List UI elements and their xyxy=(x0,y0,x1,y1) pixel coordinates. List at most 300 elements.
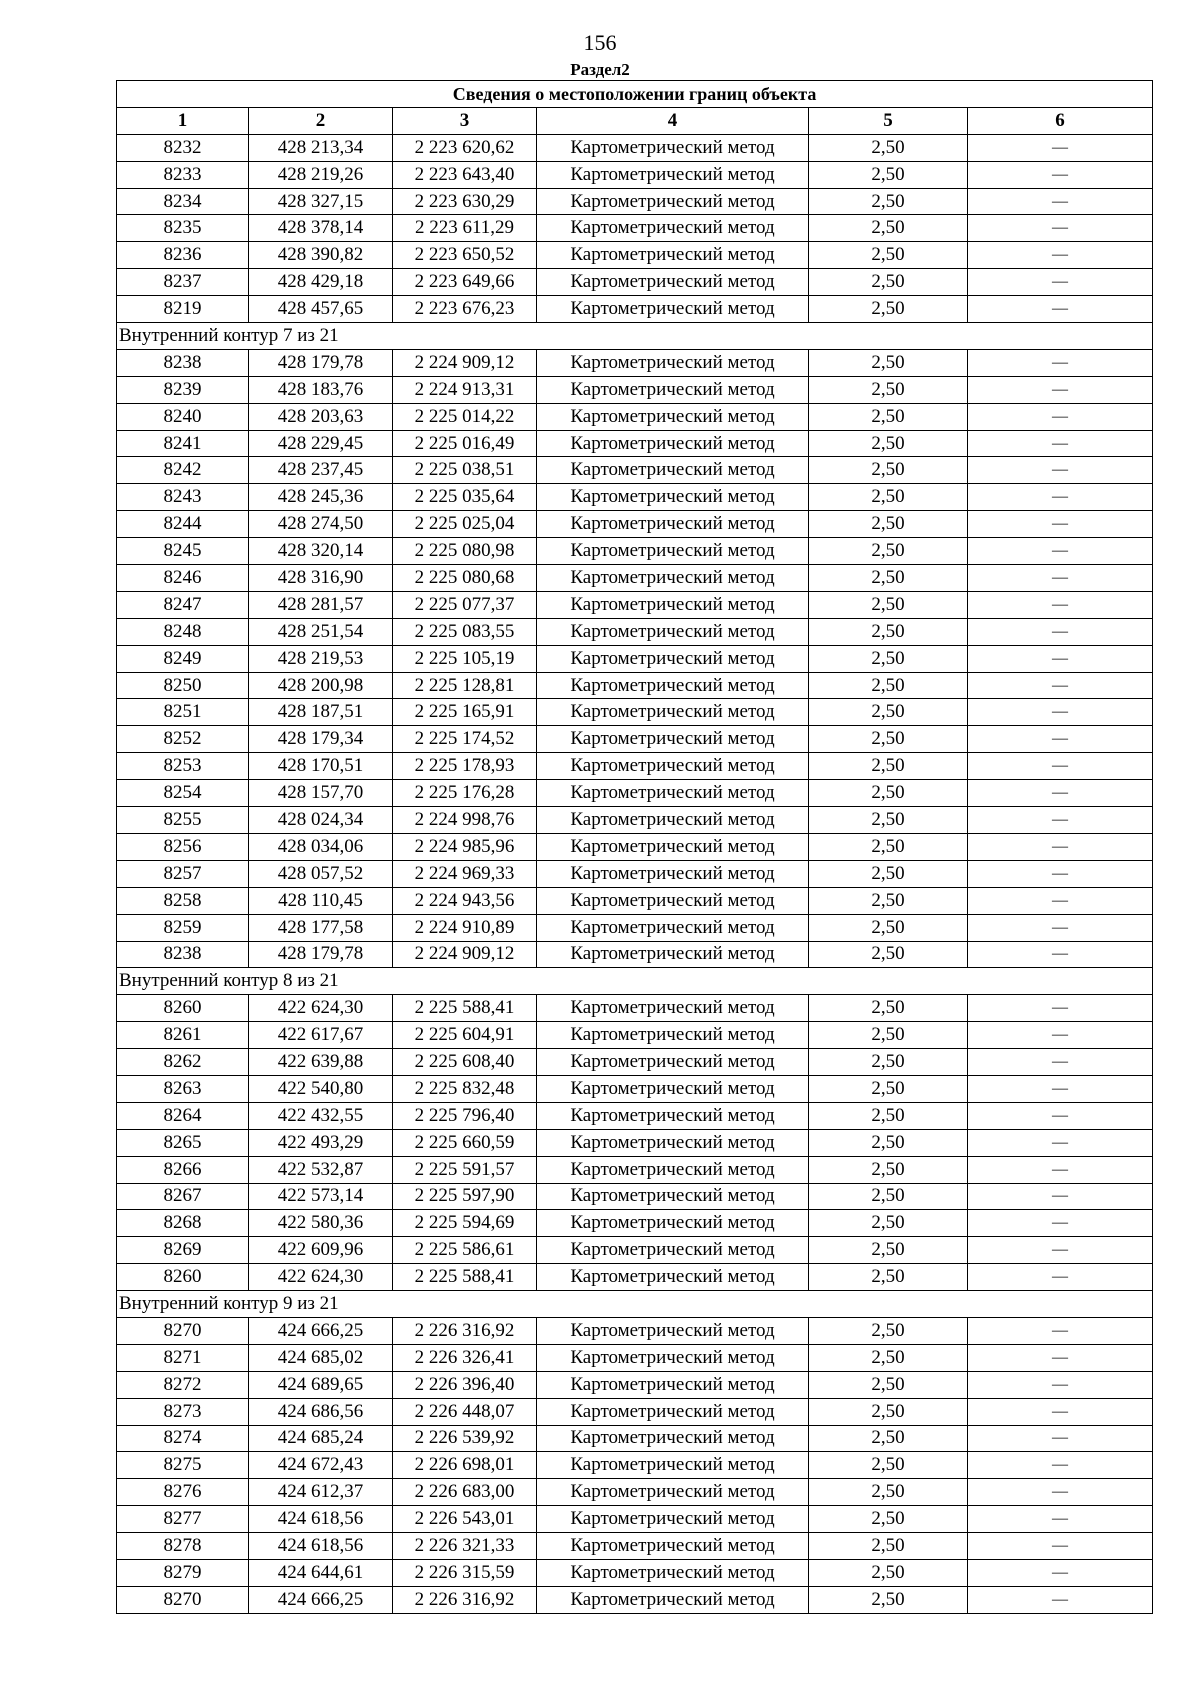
method-cell: Картометрический метод xyxy=(537,1317,809,1344)
boundary-coordinates-table xyxy=(116,80,1153,1614)
section-title: Раздел2 xyxy=(570,60,630,79)
point-number-cell: 8246 xyxy=(117,565,249,592)
coordinate-x-cell: 422 493,29 xyxy=(249,1129,393,1156)
table-row xyxy=(117,242,1153,269)
accuracy-cell: 2,50 xyxy=(809,134,968,161)
coordinate-y-cell: 2 226 326,41 xyxy=(393,1344,537,1371)
description-cell: — xyxy=(968,430,1153,457)
accuracy-cell: 2,50 xyxy=(809,161,968,188)
coordinate-y-cell: 2 224 998,76 xyxy=(393,807,537,834)
table-title: Сведения о местоположении границ объекта xyxy=(117,81,1153,108)
point-number-cell: 8256 xyxy=(117,833,249,860)
coordinate-x-cell: 428 157,70 xyxy=(249,780,393,807)
method-cell: Картометрический метод xyxy=(537,1559,809,1586)
coordinate-x-cell: 428 170,51 xyxy=(249,753,393,780)
coordinate-y-cell: 2 226 321,33 xyxy=(393,1533,537,1560)
coordinate-x-cell: 424 612,37 xyxy=(249,1479,393,1506)
coordinate-y-cell: 2 226 698,01 xyxy=(393,1452,537,1479)
table-row xyxy=(117,1183,1153,1210)
description-cell: — xyxy=(968,161,1153,188)
coordinate-y-cell: 2 225 586,61 xyxy=(393,1237,537,1264)
coordinate-y-cell: 2 226 448,07 xyxy=(393,1398,537,1425)
table-row xyxy=(117,1533,1153,1560)
coordinate-x-cell: 428 320,14 xyxy=(249,538,393,565)
coordinate-y-cell: 2 225 128,81 xyxy=(393,672,537,699)
coordinate-x-cell: 428 213,34 xyxy=(249,134,393,161)
coordinate-y-cell: 2 225 080,68 xyxy=(393,565,537,592)
table-row xyxy=(117,1210,1153,1237)
table-row xyxy=(117,1506,1153,1533)
point-number-cell: 8238 xyxy=(117,349,249,376)
coordinate-y-cell: 2 223 630,29 xyxy=(393,188,537,215)
point-number-cell: 8240 xyxy=(117,403,249,430)
accuracy-cell: 2,50 xyxy=(809,1586,968,1613)
table-row xyxy=(117,995,1153,1022)
accuracy-cell: 2,50 xyxy=(809,941,968,968)
column-header-row xyxy=(117,107,1153,134)
coordinate-x-cell: 424 666,25 xyxy=(249,1586,393,1613)
coordinate-y-cell: 2 225 083,55 xyxy=(393,618,537,645)
coordinate-y-cell: 2 226 315,59 xyxy=(393,1559,537,1586)
table-row xyxy=(117,1371,1153,1398)
description-cell: — xyxy=(968,807,1153,834)
coordinate-x-cell: 422 573,14 xyxy=(249,1183,393,1210)
column-header: 4 xyxy=(537,107,809,134)
point-number-cell: 8270 xyxy=(117,1317,249,1344)
coordinate-x-cell: 422 580,36 xyxy=(249,1210,393,1237)
method-cell: Картометрический метод xyxy=(537,807,809,834)
accuracy-cell: 2,50 xyxy=(809,1237,968,1264)
description-cell: — xyxy=(968,753,1153,780)
accuracy-cell: 2,50 xyxy=(809,188,968,215)
table-row xyxy=(117,1129,1153,1156)
method-cell: Картометрический метод xyxy=(537,645,809,672)
table-row xyxy=(117,1156,1153,1183)
coordinate-x-cell: 428 057,52 xyxy=(249,860,393,887)
description-cell: — xyxy=(968,1317,1153,1344)
page-number: 156 xyxy=(583,30,617,55)
coordinate-y-cell: 2 223 650,52 xyxy=(393,242,537,269)
point-number-cell: 8233 xyxy=(117,161,249,188)
description-cell: — xyxy=(968,1102,1153,1129)
column-header: 2 xyxy=(249,107,393,134)
coordinate-x-cell: 422 624,30 xyxy=(249,995,393,1022)
coordinate-x-cell: 428 219,26 xyxy=(249,161,393,188)
table-row xyxy=(117,1049,1153,1076)
accuracy-cell: 2,50 xyxy=(809,672,968,699)
table-row xyxy=(117,887,1153,914)
description-cell: — xyxy=(968,860,1153,887)
coordinate-y-cell: 2 225 105,19 xyxy=(393,645,537,672)
coordinate-y-cell: 2 223 643,40 xyxy=(393,161,537,188)
description-cell: — xyxy=(968,134,1153,161)
method-cell: Картометрический метод xyxy=(537,780,809,807)
description-cell: — xyxy=(968,591,1153,618)
method-cell: Картометрический метод xyxy=(537,1506,809,1533)
description-cell: — xyxy=(968,269,1153,296)
method-cell: Картометрический метод xyxy=(537,1533,809,1560)
coordinate-y-cell: 2 225 014,22 xyxy=(393,403,537,430)
coordinate-x-cell: 428 281,57 xyxy=(249,591,393,618)
accuracy-cell: 2,50 xyxy=(809,726,968,753)
point-number-cell: 8235 xyxy=(117,215,249,242)
point-number-cell: 8249 xyxy=(117,645,249,672)
column-header: 3 xyxy=(393,107,537,134)
method-cell: Картометрический метод xyxy=(537,215,809,242)
point-number-cell: 8237 xyxy=(117,269,249,296)
point-number-cell: 8253 xyxy=(117,753,249,780)
coordinate-x-cell: 428 316,90 xyxy=(249,565,393,592)
coordinate-x-cell: 424 618,56 xyxy=(249,1506,393,1533)
method-cell: Картометрический метод xyxy=(537,833,809,860)
coordinate-y-cell: 2 225 588,41 xyxy=(393,1264,537,1291)
accuracy-cell: 2,50 xyxy=(809,1102,968,1129)
coordinate-y-cell: 2 223 676,23 xyxy=(393,296,537,323)
description-cell: — xyxy=(968,1533,1153,1560)
coordinate-y-cell: 2 224 909,12 xyxy=(393,941,537,968)
point-number-cell: 8232 xyxy=(117,134,249,161)
contour-label: Внутренний контур 8 из 21 xyxy=(117,968,1153,995)
coordinate-y-cell: 2 225 080,98 xyxy=(393,538,537,565)
method-cell: Картометрический метод xyxy=(537,726,809,753)
coordinate-y-cell: 2 224 943,56 xyxy=(393,887,537,914)
table-row xyxy=(117,699,1153,726)
table-row xyxy=(117,914,1153,941)
column-header: 6 xyxy=(968,107,1153,134)
point-number-cell: 8238 xyxy=(117,941,249,968)
method-cell: Картометрический метод xyxy=(537,1102,809,1129)
coordinate-y-cell: 2 225 176,28 xyxy=(393,780,537,807)
method-cell: Картометрический метод xyxy=(537,430,809,457)
point-number-cell: 8248 xyxy=(117,618,249,645)
table-row xyxy=(117,296,1153,323)
point-number-cell: 8260 xyxy=(117,1264,249,1291)
point-number-cell: 8261 xyxy=(117,1022,249,1049)
description-cell: — xyxy=(968,1237,1153,1264)
point-number-cell: 8264 xyxy=(117,1102,249,1129)
table-row xyxy=(117,538,1153,565)
accuracy-cell: 2,50 xyxy=(809,995,968,1022)
point-number-cell: 8236 xyxy=(117,242,249,269)
coordinate-y-cell: 2 223 620,62 xyxy=(393,134,537,161)
method-cell: Картометрический метод xyxy=(537,269,809,296)
coordinate-y-cell: 2 225 597,90 xyxy=(393,1183,537,1210)
table-row xyxy=(117,269,1153,296)
table-row xyxy=(117,941,1153,968)
table-row xyxy=(117,780,1153,807)
table-row xyxy=(117,376,1153,403)
description-cell: — xyxy=(968,1479,1153,1506)
coordinate-y-cell: 2 224 969,33 xyxy=(393,860,537,887)
point-number-cell: 8247 xyxy=(117,591,249,618)
method-cell: Картометрический метод xyxy=(537,1371,809,1398)
method-cell: Картометрический метод xyxy=(537,538,809,565)
table-row xyxy=(117,215,1153,242)
accuracy-cell: 2,50 xyxy=(809,1506,968,1533)
method-cell: Картометрический метод xyxy=(537,457,809,484)
method-cell: Картометрический метод xyxy=(537,1075,809,1102)
point-number-cell: 8259 xyxy=(117,914,249,941)
coordinate-x-cell: 428 378,14 xyxy=(249,215,393,242)
method-cell: Картометрический метод xyxy=(537,403,809,430)
contour-label-row xyxy=(117,1291,1153,1318)
coordinate-x-cell: 428 179,78 xyxy=(249,349,393,376)
coordinate-x-cell: 428 203,63 xyxy=(249,403,393,430)
method-cell: Картометрический метод xyxy=(537,1022,809,1049)
point-number-cell: 8258 xyxy=(117,887,249,914)
coordinate-x-cell: 428 200,98 xyxy=(249,672,393,699)
accuracy-cell: 2,50 xyxy=(809,538,968,565)
accuracy-cell: 2,50 xyxy=(809,1533,968,1560)
table-row xyxy=(117,511,1153,538)
contour-label: Внутренний контур 9 из 21 xyxy=(117,1291,1153,1318)
description-cell: — xyxy=(968,349,1153,376)
description-cell: — xyxy=(968,215,1153,242)
contour-label: Внутренний контур 7 из 21 xyxy=(117,323,1153,350)
description-cell: — xyxy=(968,242,1153,269)
coordinate-y-cell: 2 223 611,29 xyxy=(393,215,537,242)
coordinate-x-cell: 428 187,51 xyxy=(249,699,393,726)
table-row xyxy=(117,349,1153,376)
description-cell: — xyxy=(968,672,1153,699)
description-cell: — xyxy=(968,1398,1153,1425)
method-cell: Картометрический метод xyxy=(537,753,809,780)
coordinate-y-cell: 2 224 985,96 xyxy=(393,833,537,860)
coordinate-y-cell: 2 226 316,92 xyxy=(393,1317,537,1344)
description-cell: — xyxy=(968,1022,1153,1049)
table-row xyxy=(117,1344,1153,1371)
table-row xyxy=(117,1237,1153,1264)
point-number-cell: 8245 xyxy=(117,538,249,565)
point-number-cell: 8271 xyxy=(117,1344,249,1371)
coordinate-x-cell: 428 177,58 xyxy=(249,914,393,941)
coordinate-x-cell: 424 618,56 xyxy=(249,1533,393,1560)
table-row xyxy=(117,618,1153,645)
point-number-cell: 8257 xyxy=(117,860,249,887)
coordinate-x-cell: 424 672,43 xyxy=(249,1452,393,1479)
accuracy-cell: 2,50 xyxy=(809,618,968,645)
coordinate-x-cell: 428 183,76 xyxy=(249,376,393,403)
coordinate-x-cell: 424 685,02 xyxy=(249,1344,393,1371)
table-row xyxy=(117,1022,1153,1049)
coordinate-x-cell: 428 390,82 xyxy=(249,242,393,269)
method-cell: Картометрический метод xyxy=(537,376,809,403)
accuracy-cell: 2,50 xyxy=(809,1398,968,1425)
coordinate-y-cell: 2 225 174,52 xyxy=(393,726,537,753)
description-cell: — xyxy=(968,914,1153,941)
table-row xyxy=(117,591,1153,618)
description-cell: — xyxy=(968,1210,1153,1237)
coordinate-x-cell: 428 034,06 xyxy=(249,833,393,860)
point-number-cell: 8252 xyxy=(117,726,249,753)
table-row xyxy=(117,1075,1153,1102)
coordinate-x-cell: 428 110,45 xyxy=(249,887,393,914)
coordinate-x-cell: 422 540,80 xyxy=(249,1075,393,1102)
accuracy-cell: 2,50 xyxy=(809,403,968,430)
coordinate-x-cell: 422 639,88 xyxy=(249,1049,393,1076)
method-cell: Картометрический метод xyxy=(537,242,809,269)
accuracy-cell: 2,50 xyxy=(809,1049,968,1076)
point-number-cell: 8244 xyxy=(117,511,249,538)
description-cell: — xyxy=(968,484,1153,511)
method-cell: Картометрический метод xyxy=(537,484,809,511)
coordinate-y-cell: 2 225 077,37 xyxy=(393,591,537,618)
description-cell: — xyxy=(968,1506,1153,1533)
accuracy-cell: 2,50 xyxy=(809,591,968,618)
coordinate-y-cell: 2 226 543,01 xyxy=(393,1506,537,1533)
table-row xyxy=(117,807,1153,834)
point-number-cell: 8273 xyxy=(117,1398,249,1425)
point-number-cell: 8241 xyxy=(117,430,249,457)
description-cell: — xyxy=(968,1371,1153,1398)
accuracy-cell: 2,50 xyxy=(809,269,968,296)
table-row xyxy=(117,672,1153,699)
description-cell: — xyxy=(968,376,1153,403)
coordinate-y-cell: 2 224 913,31 xyxy=(393,376,537,403)
accuracy-cell: 2,50 xyxy=(809,887,968,914)
method-cell: Картометрический метод xyxy=(537,1264,809,1291)
point-number-cell: 8265 xyxy=(117,1129,249,1156)
accuracy-cell: 2,50 xyxy=(809,1075,968,1102)
coordinate-y-cell: 2 225 178,93 xyxy=(393,753,537,780)
description-cell: — xyxy=(968,296,1153,323)
point-number-cell: 8242 xyxy=(117,457,249,484)
description-cell: — xyxy=(968,1344,1153,1371)
description-cell: — xyxy=(968,941,1153,968)
accuracy-cell: 2,50 xyxy=(809,780,968,807)
coordinate-y-cell: 2 225 035,64 xyxy=(393,484,537,511)
column-header: 1 xyxy=(117,107,249,134)
accuracy-cell: 2,50 xyxy=(809,565,968,592)
method-cell: Картометрический метод xyxy=(537,699,809,726)
accuracy-cell: 2,50 xyxy=(809,807,968,834)
coordinate-y-cell: 2 225 832,48 xyxy=(393,1075,537,1102)
description-cell: — xyxy=(968,1183,1153,1210)
point-number-cell: 8262 xyxy=(117,1049,249,1076)
table-row xyxy=(117,161,1153,188)
accuracy-cell: 2,50 xyxy=(809,1264,968,1291)
coordinate-x-cell: 422 624,30 xyxy=(249,1264,393,1291)
table-row xyxy=(117,1102,1153,1129)
description-cell: — xyxy=(968,565,1153,592)
point-number-cell: 8254 xyxy=(117,780,249,807)
point-number-cell: 8250 xyxy=(117,672,249,699)
coordinate-x-cell: 428 327,15 xyxy=(249,188,393,215)
description-cell: — xyxy=(968,780,1153,807)
point-number-cell: 8239 xyxy=(117,376,249,403)
coordinate-x-cell: 424 644,61 xyxy=(249,1559,393,1586)
coordinate-x-cell: 422 609,96 xyxy=(249,1237,393,1264)
description-cell: — xyxy=(968,1075,1153,1102)
accuracy-cell: 2,50 xyxy=(809,699,968,726)
description-cell: — xyxy=(968,1156,1153,1183)
accuracy-cell: 2,50 xyxy=(809,484,968,511)
coordinate-x-cell: 424 689,65 xyxy=(249,1371,393,1398)
method-cell: Картометрический метод xyxy=(537,1344,809,1371)
point-number-cell: 8266 xyxy=(117,1156,249,1183)
accuracy-cell: 2,50 xyxy=(809,1317,968,1344)
description-cell: — xyxy=(968,403,1153,430)
method-cell: Картометрический метод xyxy=(537,1129,809,1156)
contour-label-row xyxy=(117,323,1153,350)
method-cell: Картометрический метод xyxy=(537,941,809,968)
coordinate-x-cell: 428 251,54 xyxy=(249,618,393,645)
description-cell: — xyxy=(968,645,1153,672)
accuracy-cell: 2,50 xyxy=(809,1344,968,1371)
coordinate-y-cell: 2 224 910,89 xyxy=(393,914,537,941)
method-cell: Картометрический метод xyxy=(537,188,809,215)
coordinate-x-cell: 424 685,24 xyxy=(249,1425,393,1452)
accuracy-cell: 2,50 xyxy=(809,1425,968,1452)
table-row xyxy=(117,1264,1153,1291)
description-cell: — xyxy=(968,618,1153,645)
coordinate-y-cell: 2 225 608,40 xyxy=(393,1049,537,1076)
coordinate-y-cell: 2 225 591,57 xyxy=(393,1156,537,1183)
description-cell: — xyxy=(968,833,1153,860)
coordinate-y-cell: 2 225 016,49 xyxy=(393,430,537,457)
coordinate-x-cell: 428 429,18 xyxy=(249,269,393,296)
description-cell: — xyxy=(968,995,1153,1022)
method-cell: Картометрический метод xyxy=(537,1049,809,1076)
description-cell: — xyxy=(968,511,1153,538)
point-number-cell: 8272 xyxy=(117,1371,249,1398)
accuracy-cell: 2,50 xyxy=(809,645,968,672)
method-cell: Картометрический метод xyxy=(537,134,809,161)
point-number-cell: 8251 xyxy=(117,699,249,726)
description-cell: — xyxy=(968,1559,1153,1586)
coordinate-x-cell: 428 245,36 xyxy=(249,484,393,511)
point-number-cell: 8267 xyxy=(117,1183,249,1210)
description-cell: — xyxy=(968,1586,1153,1613)
table-row xyxy=(117,833,1153,860)
description-cell: — xyxy=(968,1452,1153,1479)
method-cell: Картометрический метод xyxy=(537,914,809,941)
coordinate-y-cell: 2 225 660,59 xyxy=(393,1129,537,1156)
point-number-cell: 8278 xyxy=(117,1533,249,1560)
method-cell: Картометрический метод xyxy=(537,1586,809,1613)
description-cell: — xyxy=(968,699,1153,726)
table-row xyxy=(117,860,1153,887)
point-number-cell: 8243 xyxy=(117,484,249,511)
coordinate-x-cell: 422 432,55 xyxy=(249,1102,393,1129)
accuracy-cell: 2,50 xyxy=(809,1452,968,1479)
accuracy-cell: 2,50 xyxy=(809,1129,968,1156)
description-cell: — xyxy=(968,457,1153,484)
table-row xyxy=(117,645,1153,672)
point-number-cell: 8268 xyxy=(117,1210,249,1237)
accuracy-cell: 2,50 xyxy=(809,349,968,376)
accuracy-cell: 2,50 xyxy=(809,860,968,887)
point-number-cell: 8255 xyxy=(117,807,249,834)
table-row xyxy=(117,430,1153,457)
coordinate-x-cell: 428 024,34 xyxy=(249,807,393,834)
method-cell: Картометрический метод xyxy=(537,591,809,618)
accuracy-cell: 2,50 xyxy=(809,1183,968,1210)
accuracy-cell: 2,50 xyxy=(809,1479,968,1506)
accuracy-cell: 2,50 xyxy=(809,833,968,860)
description-cell: — xyxy=(968,1049,1153,1076)
accuracy-cell: 2,50 xyxy=(809,1210,968,1237)
coordinate-y-cell: 2 225 594,69 xyxy=(393,1210,537,1237)
table-row xyxy=(117,1559,1153,1586)
coordinate-y-cell: 2 223 649,66 xyxy=(393,269,537,296)
point-number-cell: 8263 xyxy=(117,1075,249,1102)
table-row xyxy=(117,457,1153,484)
method-cell: Картометрический метод xyxy=(537,1452,809,1479)
coordinate-x-cell: 428 457,65 xyxy=(249,296,393,323)
table-row xyxy=(117,1479,1153,1506)
coordinate-x-cell: 424 666,25 xyxy=(249,1317,393,1344)
